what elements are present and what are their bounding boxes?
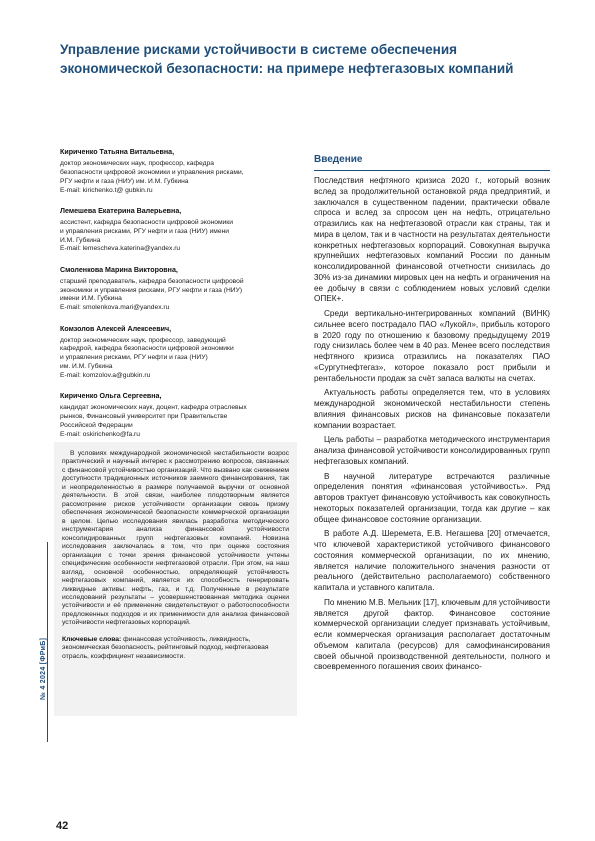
body-paragraph: Цель работы – разработка методического инструментария анализа финансовой устойчивости консолидированных групп нефтегазовых компаний.: [314, 435, 550, 466]
keywords: [62, 636, 289, 661]
author-email: E-mail: lemescheva.katerina@yandex.ru: [60, 245, 181, 253]
keywords-label: Ключевые слова:: [62, 635, 122, 643]
author-affiliation-line: рынков, Финансовый университет при Правительстве: [60, 413, 228, 421]
author-affiliation-line: и управления рисками, РГУ нефти и газа (НИУ): [60, 354, 208, 362]
keywords-text: финансовая устойчивость, ликвидность, экономическая безопасность, рейтинговый подход, нефтегазовая отрасль, коэффициент независимости.: [62, 635, 269, 660]
author-block: [60, 148, 296, 195]
body-column: [314, 170, 550, 673]
author-affiliation-line: им. И.М. Губкина: [60, 363, 113, 371]
author-name: Кириченко Татьяна Витальевна,: [60, 148, 175, 156]
author-block: [60, 325, 296, 381]
body-paragraph: Актуальность работы определяется тем, что в условиях международной экономической нестабильности степень влияния финансовых рисков на финансовые показатели компании возрастает.: [314, 388, 550, 430]
author-affiliation-line: кандидат экономических наук, доцент, кафедра отраслевых: [60, 404, 247, 412]
margin-rule: [47, 542, 48, 742]
author-email: E-mail: kirichenko.t@ gubkin.ru: [60, 186, 153, 194]
author-name: Кириченко Ольга Сергеевна,: [60, 392, 162, 401]
page-number: 42: [56, 820, 69, 832]
body-paragraph: В научной литературе встречаются различные определения понятия «финансовая устойчивость». Ряд авторов трактует финансовую устойчивость как совокупность некоторых показателей организации, тогда как другие – как общее финансовое состояние организации.: [314, 471, 550, 524]
issue-label: № 4 2024 [ФРиБ]: [40, 637, 47, 700]
author-block: [60, 207, 296, 254]
author-affiliation-line: Российской Федерации: [60, 422, 133, 430]
author-name: Комзолов Алексей Алексеевич,: [60, 324, 172, 333]
author-affiliation-line: старший преподаватель, кафедра безопасности цифровой: [60, 277, 244, 285]
body-paragraph: В работе А.Д. Шеремета, Е.В. Негашева [20] отмечается, что ключевой характеристикой устойчивого финансового состояния коммерческой организации, по их мнению, является наличие положительного значения разности от реального (действительно располагаемого) собственного капитала и уставного капитала.: [314, 529, 550, 592]
author-affiliation-line: кафедрой, кафедра безопасности цифровой экономики: [60, 345, 234, 353]
abstract-box: [54, 442, 297, 716]
author-affiliation-line: И.М. Губкина: [60, 236, 101, 244]
author-affiliation-line: доктор экономических наук, профессор, кафедра: [60, 160, 214, 167]
author-name: Лемешева Екатерина Валерьевна,: [60, 206, 182, 215]
article-title: Управление рисками устойчивости в системе обеспечения экономической безопасности: на примере нефтегазовых компаний: [60, 42, 514, 76]
author-name: Смоленкова Марина Викторовна,: [60, 265, 178, 274]
author-block: [60, 392, 296, 439]
author-affiliation-line: и управления рисками, РГУ нефти и газа (НИУ) имени: [60, 227, 230, 235]
body-paragraph: По мнению М.В. Мельник [17], ключевым для устойчивости является другой фактор. Финансовое состояние коммерческой организации следует признавать устойчивым, если коммерческая организация располагает достаточным объемом капитала (ресурсов) для самофинансирования своей обычной производственной деятельности, полного и своевременного погашения своих финансо-: [314, 597, 551, 672]
section-heading: Введение: [314, 154, 363, 165]
author-affiliation-line: ассистент, кафедра безопасности цифровой экономики: [60, 218, 233, 226]
author-affiliation-line: безопасности цифровой экономики и управления рисками,: [60, 168, 244, 176]
author-block: [60, 266, 296, 313]
author-affiliation-line: имени И.М. Губкина: [60, 295, 122, 303]
abstract-text: В условиях международной экономической нестабильности возрос практический и научный интерес к рассмотрению вопросов, связанных с финансовой устойчивостью организаций. Что вызвано как снижением доступности традиционных источников заемного финансирования, так и неопределенностью в размере получаемой выручки от основной деятельности. В этой связи, наиболее плодотворным является рассмотрение рисков устойчивости организации сквозь призму обеспечения экономической безопасности коммерческой организации в целом. Целью исследования явилась разработка методического инструментария анализа финансовой устойчивости консолидированных групп нефтегазовых компаний. Новизна исследования заключалась в том, что при оценке состояния организации с точки зрения финансовой устойчивости учтены специфические особенности нефтегазовой отрасли. При этом, на наш взгляд, основной особенностью, определяющей устойчивость нефтегазовых компаний, является их способность генерировать ликвидные активы: нефть, газ, и т.д. Полученные в результате исследований результаты – усовершенствованная методика оценки устойчивости и её применение свидетельствуют о работоспособности предложенных подходов и их применимости для анализа финансовой устойчивости нефтегазовых корпораций.: [62, 450, 289, 627]
author-email: E-mail: smolenkova.mari@yandex.ru: [60, 304, 170, 312]
author-email: E-mail: komzolov.a@gubkin.ru: [60, 372, 151, 379]
author-affiliation-line: РГУ нефти и газа (НИУ) им. И.М. Губкина: [60, 177, 189, 185]
author-list: [60, 148, 296, 451]
body-paragraph: Последствия нефтяного кризиса 2020 г., который возник вслед за продолжительной остановкой ряда предприятий, и заключался в существенном падении, практически обвале спроса и вслед за спросом цен на нефть, отрицательно отразились как на нефтегазовой отрасли как страны, так и мира в целом, так и в частности на результатах деятельности конкретных нефтегазовых корпораций. Совокупная выручка крупнейших нефтегазовых компаний России по данным консолидированной финансовой отчетности снизилась до 30% из-за динамики мировых цен на нефть и ограничения на ее добычу в связи с соблюдением новых условий сделки ОПЕК+.: [314, 176, 550, 304]
author-affiliation-line: экономики и управления рисками, РГУ нефти и газа (НИУ): [60, 286, 243, 294]
author-affiliation-line: доктор экономических наук, профессор, заведующий: [60, 336, 226, 344]
body-paragraph: Среди вертикально-интегрированных компаний (ВИНК) сильнее всего пострадало ПАО «Лукойл», прибыль которого в 2020 году по отношению к базовому предыдущему 2019 году снизилась более чем в 40 раз. Менее всего последствия нефтяного кризиса отразились на показателях ПАО «Сургутнефтегаз», которое показало рост прибыли и рентабельности продаж за счёт запаса валюты на счетах.: [314, 309, 550, 383]
author-email: E-mail: oskirichenko@fa.ru: [60, 430, 141, 438]
